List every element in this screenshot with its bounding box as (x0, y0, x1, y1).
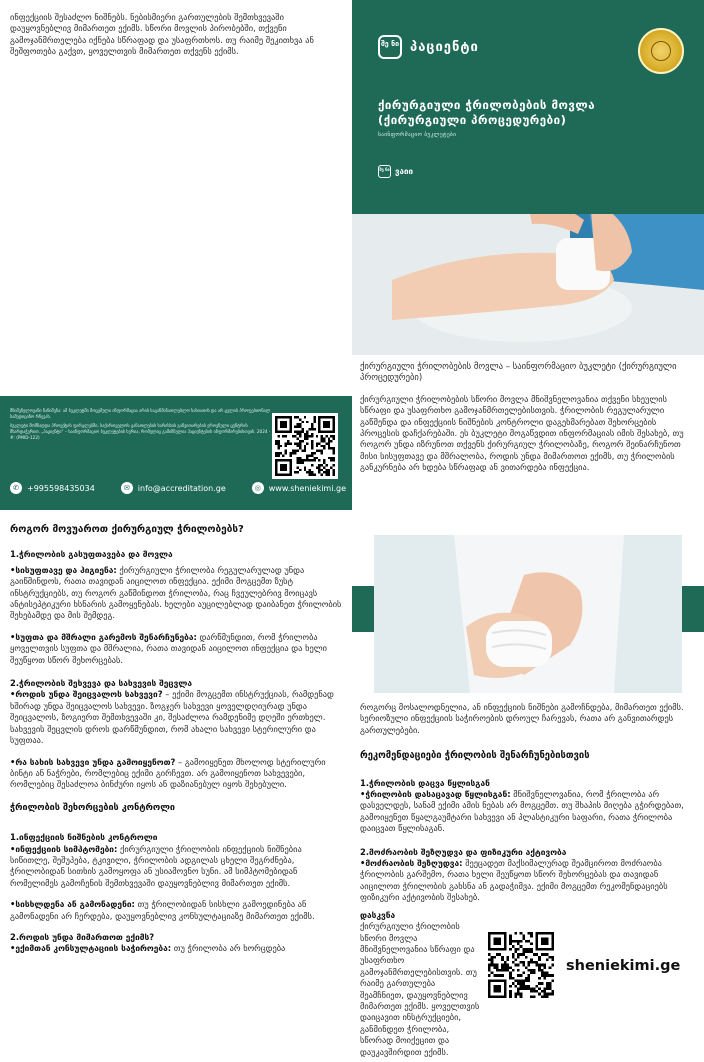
section-1-para-1: •სისუფთავე და ჰიგიენა: ქირურგიული ჭრილობა რეგულარულად უნდა გაიწმინდოს, რათა თავიდან აიცილოთ ინფექცია. ექიმი მოგცემთ ზუსტ ინსტრუქციებს, თუ როგორ გაწმინდოთ ჭრილობა, რაც ჩვეულებრივ მოიცავს ანტისეპტიკური ხსნარის გამოყენებას. ხელები აუცილებლად დაიბანეთ ჭრილობის შეხებამდე და მის შემდეგ. (10, 564, 342, 621)
rec-1-para: •ჭრილობის დასაცავად წყლისგან: მნიშვნელოვანია, რომ ჭრილობა არ დასველდეს, სანამ ექიმი ამის ნებას არ მოგცემთ. თუ შხაპის მიღება გჭირდებათ, გამოიყენეთ წყალგაუმტარი სახვევი ან პლასტიკური საფარი, რათა ჭრილობა დაიცვათ წყლისაგან. (360, 789, 684, 834)
brand-logo (378, 35, 479, 59)
conclusion-title: დასკვნა (360, 909, 396, 920)
conclusion-para: ქირურგიული ჭრილობის სწორი მოვლა მნიშვნელოვანია სწრაფი და უსაფრთხო გამოჯანმრთელებისთვის. თუ რაიმე გართულება შეამჩნიეთ, დაუყოვნებლივ მიმართეთ ექიმს. ყოველთვის დაიცავით ინსტრუქციები, განმინდეთ ჭრილობა, სწორად მოიქეცით და დაუკავშირდით ექიმს. (360, 921, 480, 1057)
care-heading: როგორ მოვუაროთ ქირურგიულ ჭრილობებს? (10, 524, 244, 535)
cover-subtitle: საინფორმაციო ბუკლეტები (378, 132, 457, 138)
intro-section (360, 362, 695, 474)
intro-caption: ქირურგიული ჭრილობების მოვლა – საინფორმაციო ბუკლეტი (ქირურგიული პროცედურები) (360, 362, 677, 384)
control-1-para-2: •სისხლდენა ან გამონადენი: თუ ჭრილობიდან სისხლი გამოედინება ან გამონადენი არ ჩერდება, დაუყოვნებლივ კონსულტაციაზე მიმართეთ ექიმს. (10, 899, 315, 921)
band-disclaimer (10, 408, 272, 444)
accent-bar-right (682, 586, 704, 632)
contacts-row (10, 482, 346, 494)
section-2-para-1: •როდის უნდა შეიცვალოს სახვევი? – ექიმი მოგცემთ ინსტრუქციას, რამდენად ხშირად უნდა შეიცვალოს სახვევი. ზოგჯერ სახვევი ყოველდღიურად უნდა შეიცვალოს, ზოგიერთ შემთხვევაში კი, შესაძლოა რამდენიმე დღეში ერთხელ. სახვევის შეცვლის დროს დარწმუნდით, რომ ახალი სახვევი სტერილური და სუფთაა. (10, 689, 334, 746)
globe-icon: ◎ (252, 482, 264, 494)
phone-icon: ✆ (10, 482, 22, 494)
badge-mark: შე ნი (378, 165, 391, 178)
control-2-title: 2.როდის უნდა მიმართოთ ექიმს? (10, 931, 155, 942)
email-address: info@accreditation.ge (137, 483, 226, 493)
badge-label: ვაიი (395, 167, 413, 176)
email-contact[interactable] (121, 482, 226, 494)
control-1-para-1: •ინფექციის სიმპტომები: ქირურგიული ჭრილობის ინფექციის ნიშნებია სიწითლე, შეშუპება, ტკივილი, ჭრილობის ადგილას ცხელი შეგრძნება, ჭრილობიდან სითხის გამოყოფა ან უსიამოვნო სუნი. ამ სიმპტომებიდან რომელიმეს გამოჩენის შემთხვევაში დაუყოვნებლივ მიმართეთ ექიმს. (10, 843, 302, 888)
accent-bar-left (352, 586, 374, 632)
intro-paragraph: ქირურგიული ჭრილობების სწორი მოვლა მნიშვნელოვანია თქვენი სხეულის სწრაფი და უსაფრთხო გამოჯანმრთელებისთვის. ჭრილობის რეგულარული გაწმენდა და ინფექციის ნიშნების კონტროლი დაგეხმარებათ შეხორცების პროცესის დაჩქარებაში. ეს ბუკლეტი მოგაწვდით ინფორმაციას იმის შესახებ, თუ როგორ უნდა იზრუნოთ თქვენს ქირურგიულ ჭრილობაზე, როგორ შეინარჩუნოთ მისი სისუფთავე და მშრალობა, როდის უნდა მიმართოთ ექიმს, თუ ჭრილობის განკურნება არ ხდება სწრაფად ან ვითარდება ინფექცია. (360, 393, 684, 473)
control-heading: ჭრილობის შეხორცების კონტროლი (10, 802, 175, 813)
bandaged-hand-photo (374, 535, 682, 693)
section-2-title: 2.ჭრილობის შეხვევა და სახვევის შეცვლა (10, 678, 193, 689)
email-icon: ✉ (121, 482, 133, 494)
qr-code-large-icon[interactable] (486, 930, 556, 1000)
section-1-para-2: •სუფთა და მშრალი გარემოს შენარჩუნება: დარწმუნდით, რომ ჭრილობა ყოველთვის სუფთა და მშრალია, რათა თავიდან აიცილოთ ინფექცია და ხელი შეუწყოთ სწორ შეხორცებას. (10, 631, 327, 665)
left-body (10, 524, 344, 959)
section-1-title: 1.ჭრილობის გასუფთავება და მოვლა (10, 549, 173, 560)
rec-1-title: 1.ჭრილობის დაცვა წყლისგან (360, 777, 490, 788)
website-contact[interactable] (252, 482, 346, 494)
logo-mark: შე ნი (378, 35, 402, 59)
accreditation-seal-icon (638, 28, 684, 74)
section-2-para-2: •რა სახის სახვევი უნდა გამოიყენოთ? – გამოიყენეთ მხოლოდ სტერილური ბინტი ან ნაჭრები, რომლებიც ექიმი გირჩევთ. არ გამოიყენოთ სახვევები, რომლებიც შესაძლოა ბინძური იყოს ან დაზიანებულ იყოს შეხებული. (10, 756, 326, 790)
after-photo-paragraph: როგორც მოსალოდნელია, ან ინფექციის ნიშნები გამოჩნდება, მიმართეთ ექიმს. სერიოზული ინფექციის საჭიროების დროულ ჩარევას, რათა არ განვითარდეს გართულებები. (360, 702, 684, 735)
footer-website[interactable]: sheniekimi.ge (566, 958, 681, 974)
brand-name: პაციენტი (410, 39, 479, 55)
cover-badge (378, 165, 413, 178)
rec-2-title: 2.მოძრაობის შეზღუდვა და ფიზიკური აქტივობა (360, 846, 567, 857)
phone-number: +995598435034 (27, 483, 95, 493)
credits-text: ბუკლეტი მომზადდა პროექტის ფარგლებში, საქართველოს განათლების ხარისხის განვითარების ეროვნული ცენტრის მხარდაჭერით. „პაციენტი“ – საინფორმაციო ბუკლეტების სერია, რომელიც გამიზნულია პაციენტების ინფორმირებისთვის. 2024 · #: (PMID-122) (10, 423, 271, 440)
website-link: www.sheniekimi.ge (268, 483, 346, 493)
phone-contact[interactable] (10, 482, 95, 494)
control-2-para-1: •ექიმთან კონსულტაციის საჭიროება: თუ ჭრილობა არ ხორცდება (10, 943, 286, 954)
recommendations-heading: რეკომენდაციები ჭრილობის შენარჩუნებისთვის (360, 750, 590, 762)
cover-title: ქირურგიული ჭრილობების მოვლა (ქირურგიული პროცედურები) (378, 98, 596, 127)
cover-panel (352, 0, 704, 214)
right-body (360, 702, 696, 1062)
qr-code-small-icon[interactable] (272, 413, 338, 479)
rec-2-para: •მოძრაობის შეზღუდვა: შეეცადეთ მაქსიმალურად შეამციროთ მოძრაობა ჭრილობის გარშემო, რათა ხელი შეუწყოთ სწორ შეხორცებას და თავიდან აიცილოთ ჭრილობის გახსნა ან გადაჭიმვა. ექიმი მოგცემთ რეკომენდაციებს ფიზიკური აქტივობის შესახებ. (360, 858, 668, 903)
control-1-title: 1.ინფექციის ნიშნების კონტროლი (10, 832, 158, 843)
top-left-paragraph: ინფექციის შესაძლო ნიშნებს. ნებისმიერი გართულების შემთხვევაში დაუყოვნებლივ მიმართეთ ექიმს. სწორი მოვლის პირობებში, თქვენი გამოჯანმრთელება იქნება სწრაფად და უსაფრთხოს. თუ რაიმე შეკითხვა ან შეშფოთება გაქვთ, ყოველთვის მიმართეთ თქვენს ექიმს. (10, 12, 314, 57)
contact-band (0, 396, 352, 510)
disclaimer-text: მნიშვნელოვანი ჩანიშვნა: ამ ბუკლეტში მოცემული ინფორმაცია არის საგანმანათლებლო ხასიათის და არ ცვლის პროფესიონალ სამედიცინო რჩევას. (10, 408, 271, 419)
